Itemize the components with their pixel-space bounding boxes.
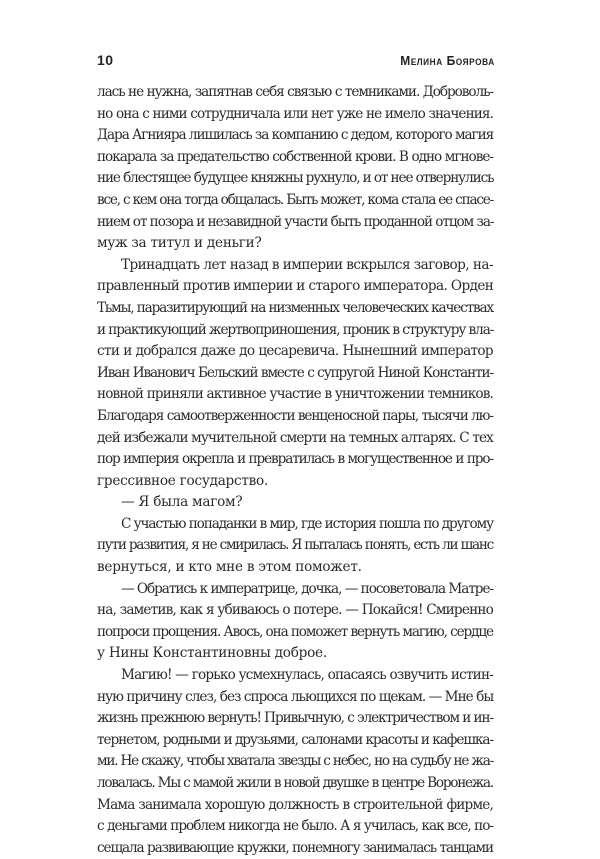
text-line: жизнь прежнюю вернуть! Привычную, с электричеством и ин- [97,710,494,727]
text-line: тернетом, родными и друзьями, салонами красоты и кафешка- [97,731,493,748]
text-line: Благодаря самоотверженности венценосной пары, тысячи лю- [97,407,493,424]
text-line: ную причину слез, без спроса льющихся по щекам. — Мне бы [97,688,494,705]
book-text-body [97,82,493,859]
text-line: — Я была магом? [121,494,243,511]
text-line: покарала за предательство собственной крови. В одно мгнове- [97,148,493,165]
text-line: Дара Агнияра лишилась за компанию с дедом, которого магия [97,127,494,144]
text-line: пор империя окрепла и превратилась в могущественное и про- [97,451,493,468]
text-line: с деньгами проблем никогда не было. А я училась, как все, по- [97,818,493,835]
text-line: муж за титул и деньги? [97,235,262,252]
text-line: на, заметив, как я убиваюсь о потере. — Покайся! Смиренно [97,602,493,619]
text-line: попроси прощения. Авось, она поможет вернуть магию, сердце [97,623,493,640]
text-line: правленный против империи и старого императора. Орден [97,278,494,295]
text-line: ми. Не скажу, чтобы хватала звезды с небес, но на судьбу не жа- [97,753,493,770]
text-line: нием от позора и незавидной участи быть проданной отцом за- [97,213,494,230]
text-line: дей избежали мучительной смерти на темных алтарях. С тех [97,429,493,446]
text-line: Тринадцать лет назад в империи вскрылся заговор, на- [121,256,493,273]
text-line: новной приняли активное участие в уничтожении темников. [97,386,493,403]
text-line: С участью попаданки в мир, где история пошла по другому [121,515,493,532]
page-header [97,50,495,70]
text-line: но она с ними сотрудничала или нет уже не имело значения. [97,105,493,122]
text-line: лась не нужна, запятнав себя связью с темниками. Доброволь- [97,84,493,100]
text-line: вернуться, и кто мне в этом поможет. [97,559,362,576]
text-line: пути развития, я не смирилась. Я пыталась понять, есть ли шанс [97,537,493,554]
text-line: Тьмы, паразитирующий на низменных человеческих качествах [97,299,493,316]
text-line: Иван Иванович Бельский вместе с супругой Ниной Константи- [97,364,493,381]
text-line: ние блестящее будущее княжны рухнуло, и от нее отвернулись [97,170,494,187]
text-line: все, с кем она тогда общалась. Быть может, кома стала ее спасе- [97,191,493,208]
running-title-author: Мелина Боярова [400,52,495,68]
text-line: ловалась. Мы с мамой жили в новой двушке в центре Воронежа. [97,775,493,791]
text-line: грессивное государство. [97,472,269,489]
text-line: сти и добрался даже до цесаревича. Нынешний император [97,343,493,360]
text-line: — Обратись к императрице, дочка, — посоветовала Матре- [121,580,493,597]
text-line: сещала развивающие кружки, понемногу занималась танцами [97,839,493,856]
text-line: Магию! — горько усмехнулась, опасаясь озвучить истин- [121,667,493,684]
text-line: и практикующий жертвоприношения, проник в структуру вла- [97,321,494,338]
text-line: у Нины Константиновны доброе. [97,645,327,662]
text-line: Мама занимала хорошую должность в строительной фирме, [97,796,493,813]
page-number: 10 [97,52,114,68]
